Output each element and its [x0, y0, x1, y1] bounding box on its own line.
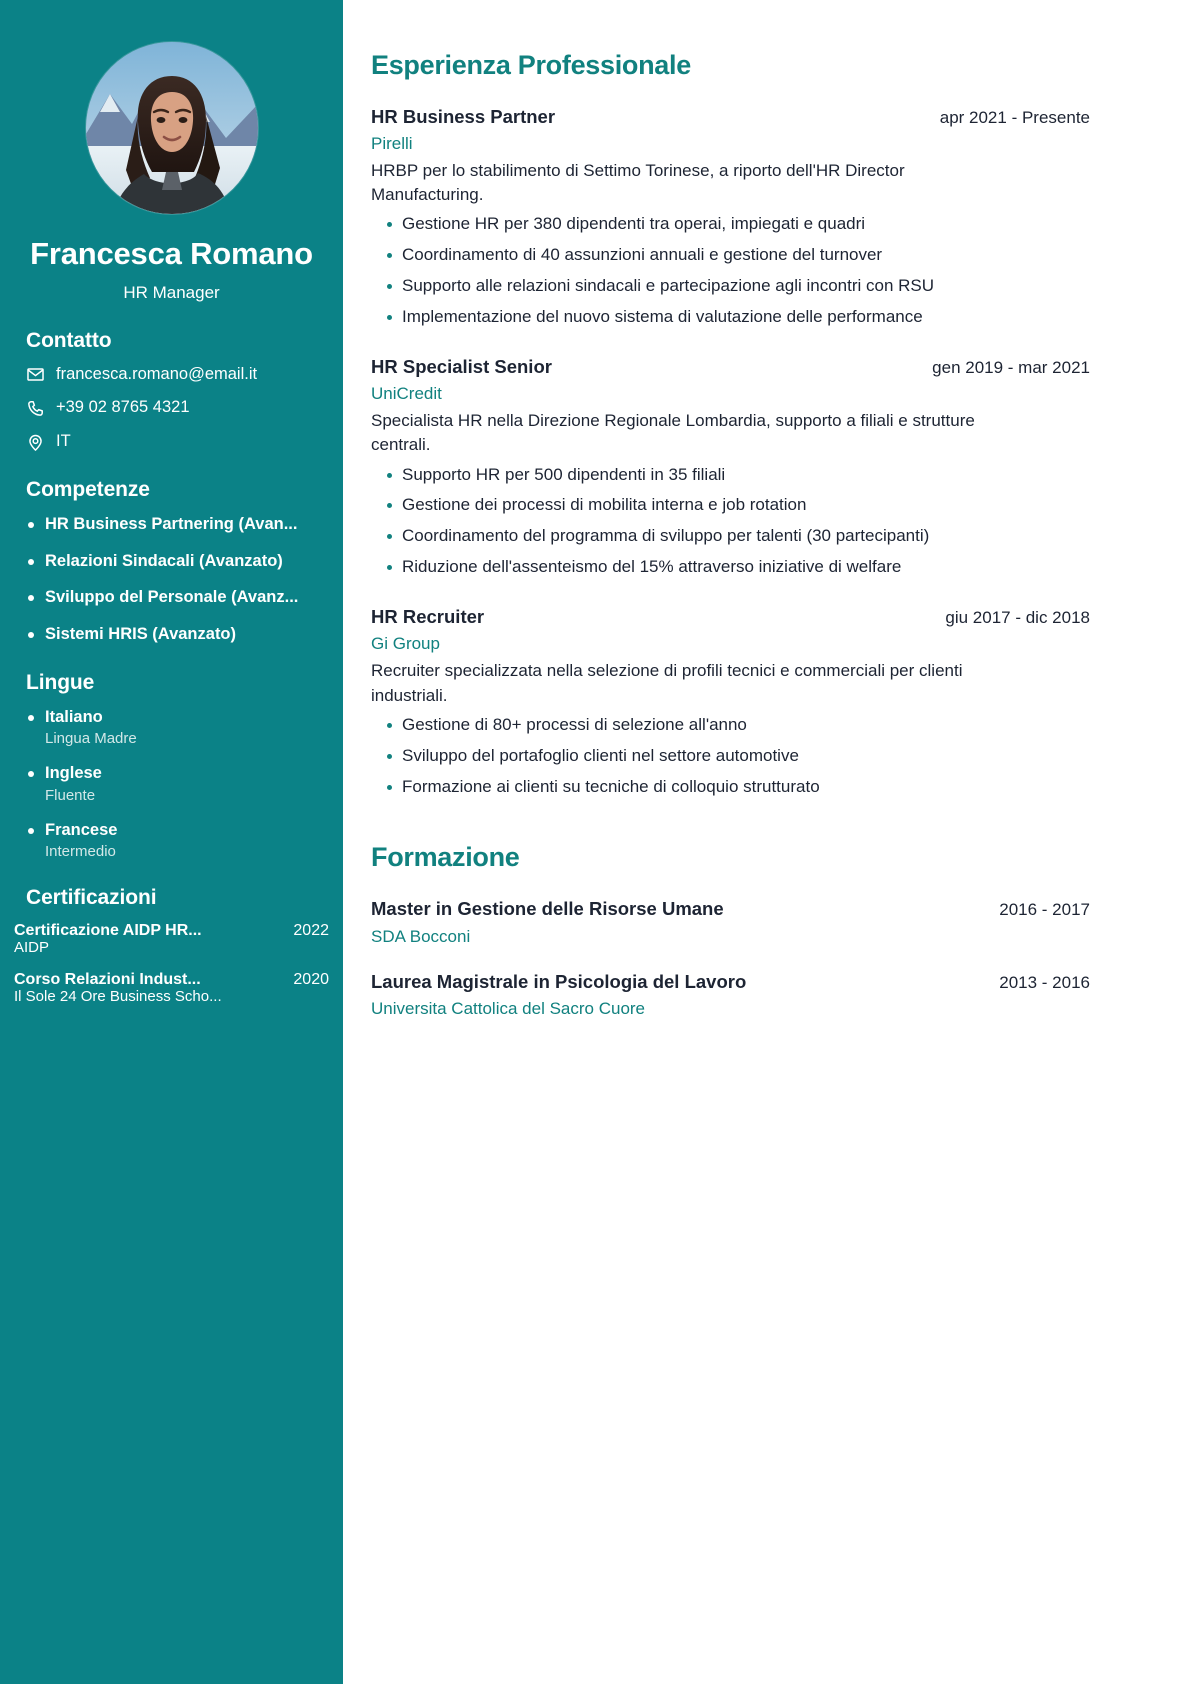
language-level: Lingua Madre — [45, 730, 137, 748]
list-item — [14, 922, 329, 956]
contact-location-value: IT — [56, 432, 71, 451]
list-item: Formazione ai clienti su tecniche di colloquio strutturato — [371, 776, 1090, 799]
language-name: Francese — [26, 820, 321, 841]
list-item: Gestione dei processi di mobilita interna e job rotation — [371, 494, 1090, 517]
job-title: HR Manager — [123, 282, 220, 302]
contact-heading: Contatto — [26, 328, 112, 352]
languages-section — [0, 671, 343, 861]
job-role: HR Specialist Senior — [371, 356, 552, 378]
language-level: Fluente — [45, 786, 96, 804]
list-item: Sviluppo del portafoglio clienti nel settore automotive — [371, 745, 1090, 768]
job-company: Pirelli — [371, 134, 413, 154]
languages-list — [26, 707, 321, 861]
list-item: Coordinamento del programma di sviluppo per talenti (30 partecipanti) — [371, 525, 1090, 548]
contact-phone-value: +39 02 8765 4321 — [56, 398, 190, 417]
list-item — [26, 707, 321, 748]
contact-email-value: francesca.romano@email.it — [56, 364, 258, 383]
location-pin-icon — [26, 433, 45, 452]
skills-section — [0, 478, 343, 645]
certification-name: Corso Relazioni Indust... — [14, 971, 201, 989]
main-content — [343, 0, 1190, 1684]
education-entry — [371, 897, 1090, 947]
certification-issuer: Il Sole 24 Ore Business Scho... — [14, 988, 222, 1006]
job-dates: gen 2019 - mar 2021 — [932, 358, 1090, 378]
list-item: HR Business Partnering (Avan... — [26, 514, 318, 535]
phone-icon — [26, 399, 45, 418]
job-bullets — [371, 714, 1090, 799]
list-item — [26, 763, 321, 804]
portrait-photo-icon — [86, 42, 258, 214]
contact-email[interactable] — [26, 365, 321, 385]
list-item: Implementazione del nuovo sistema di valutazione delle performance — [371, 306, 1090, 329]
certification-year: 2020 — [293, 971, 329, 989]
contact-section — [0, 329, 343, 452]
certification-name: Certificazione AIDP HR... — [14, 922, 202, 940]
list-item: Supporto alle relazioni sindacali e partecipazione agli incontri con RSU — [371, 275, 1090, 298]
experience-heading: Esperienza Professionale — [371, 50, 691, 80]
list-item: Gestione HR per 380 dipendenti tra operai, impiegati e quadri — [371, 213, 1090, 236]
list-item: Sistemi HRIS (Avanzato) — [26, 624, 318, 645]
experience-entry — [371, 355, 1090, 579]
language-level: Intermedio — [45, 843, 116, 861]
list-item: Relazioni Sindacali (Avanzato) — [26, 551, 318, 572]
page-title: Francesca Romano — [30, 236, 313, 271]
envelope-icon — [26, 365, 45, 384]
degree-title: Master in Gestione delle Risorse Umane — [371, 898, 724, 920]
skills-list — [26, 514, 321, 645]
job-description: Recruiter specializzata nella selezione di profili tecnici e commerciali per clienti industriali. — [371, 661, 963, 705]
skills-heading: Competenze — [26, 478, 150, 502]
degree-dates: 2016 - 2017 — [999, 900, 1090, 920]
certification-issuer: AIDP — [14, 939, 50, 957]
certification-year: 2022 — [293, 922, 329, 940]
job-dates: apr 2021 - Presente — [939, 108, 1090, 127]
list-item: Supporto HR per 500 dipendenti in 35 filiali — [371, 464, 1090, 487]
certification-row — [14, 922, 329, 940]
entry-header — [371, 605, 1090, 629]
job-bullets — [371, 213, 1090, 329]
list-item — [14, 971, 329, 1005]
certifications-heading: Certificazioni — [26, 886, 157, 910]
job-description: Specialista HR nella Direzione Regionale Lombardia, supporto a filiali e strutture centrali. — [371, 411, 975, 455]
list-item: Sviluppo del Personale (Avanz... — [26, 587, 318, 608]
experience-entry — [371, 105, 1090, 329]
profile-photo-wrap — [0, 42, 343, 214]
list-item: Riduzione dell'assenteismo del 15% attraverso iniziative di welfare — [371, 556, 1090, 579]
contact-phone[interactable] — [26, 398, 321, 418]
avatar — [86, 42, 258, 214]
list-item: Coordinamento di 40 assunzioni annuali e gestione del turnover — [371, 244, 1090, 267]
degree-dates: 2013 - 2016 — [999, 972, 1090, 992]
degree-title: Laurea Magistrale in Psicologia del Lavoro — [371, 970, 747, 992]
job-description: HRBP per lo stabilimento di Settimo Torinese, a riporto dell'HR Director Manufacturing. — [371, 161, 905, 205]
job-dates: giu 2017 - dic 2018 — [945, 608, 1090, 628]
institution-name: SDA Bocconi — [371, 926, 471, 946]
job-role: HR Business Partner — [371, 106, 556, 127]
job-bullets — [371, 464, 1090, 580]
institution-name: Universita Cattolica del Sacro Cuore — [371, 998, 646, 1018]
languages-heading: Lingue — [26, 670, 95, 694]
education-entry — [371, 970, 1090, 1020]
certification-row — [14, 971, 329, 989]
certifications-section — [0, 886, 343, 1005]
job-company: Gi Group — [371, 634, 440, 654]
language-name: Inglese — [26, 763, 321, 784]
job-role: HR Recruiter — [371, 606, 485, 628]
sidebar — [0, 0, 343, 1684]
list-item — [26, 820, 321, 861]
entry-header — [371, 897, 1090, 921]
contact-location[interactable] — [26, 432, 321, 452]
list-item: Gestione di 80+ processi di selezione all'anno — [371, 714, 1090, 737]
experience-entry — [371, 605, 1090, 798]
language-name: Italiano — [26, 707, 321, 728]
entry-header — [371, 105, 1090, 129]
education-heading: Formazione — [371, 842, 520, 873]
entry-header — [371, 970, 1090, 994]
job-company: UniCredit — [371, 384, 442, 404]
entry-header — [371, 355, 1090, 379]
